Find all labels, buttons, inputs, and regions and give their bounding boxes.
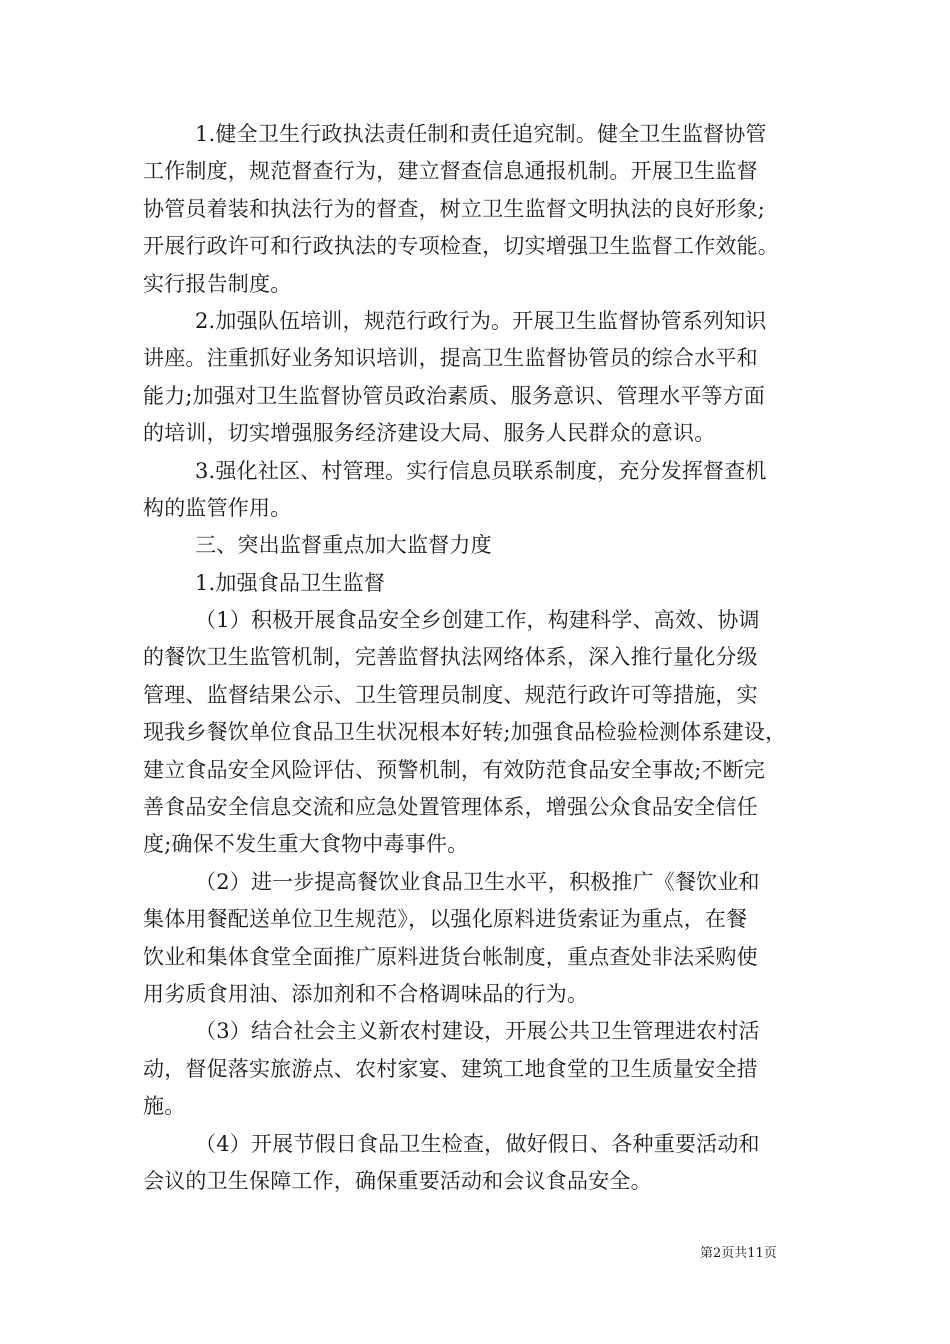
text-line: 1.健全卫生行政执法责任制和责任追究制。健全卫生监督协管	[195, 122, 767, 146]
text-line: 饮业和集体食堂全面推广原料进货台帐制度，重点查处非法采购使	[143, 944, 758, 969]
text-line: 构的监管作用。	[143, 495, 292, 520]
text-line: （4）开展节假日食品卫生检查，做好假日、各种重要活动和	[195, 1131, 760, 1156]
text-line: 的培训，切实增强服务经济建设大局、服务人民群众的意识。	[143, 421, 716, 446]
text-line: 能力;加强对卫生监督协管员政治素质、服务意识、管理水平等方面	[143, 383, 766, 408]
text-line: 2.加强队伍培训，规范行政行为。开展卫生监督协管系列知识	[195, 308, 767, 333]
text-line: 动，督促落实旅游点、农村家宴、建筑工地食堂的卫生质量安全措	[143, 1056, 758, 1081]
text-line: 施。	[143, 1094, 186, 1119]
text-line: 的餐饮卫生监管机制，完善监督执法网络体系，深入推行量化分级	[143, 645, 758, 670]
text-line: 善食品安全信息交流和应急处置管理体系，增强公众食品安全信任	[143, 795, 758, 820]
text-line: 3.强化社区、村管理。实行信息员联系制度，充分发挥督查机	[195, 458, 767, 483]
text-line: 会议的卫生保障工作，确保重要活动和会议食品安全。	[143, 1168, 652, 1193]
text-line: （2）进一步提高餐饮业食品卫生水平，积极推广《餐饮业和	[195, 869, 760, 894]
text-line: 1.加强食品卫生监督	[195, 570, 386, 595]
text-line: 三、突出监督重点加大监督力度	[195, 533, 492, 558]
text-line: 集体用餐配送单位卫生规范》，以强化原料进货索证为重点，在餐	[143, 907, 748, 932]
text-line: 管理、监督结果公示、卫生管理员制度、规范行政许可等措施，实	[143, 682, 758, 707]
text-line: 度;确保不发生重大食物中毒事件。	[143, 832, 469, 857]
text-line: （3）结合社会主义新农村建设，开展公共卫生管理进农村活	[195, 1019, 760, 1044]
text-line: 讲座。注重抓好业务知识培训，提高卫生监督协管员的综合水平和	[143, 346, 758, 371]
text-line: 用劣质食用油、添加剂和不合格调味品的行为。	[143, 981, 589, 1006]
text-line: 建立食品安全风险评估、预警机制，有效防范食品安全事故;不断完	[143, 757, 766, 782]
text-line: 现我乡餐饮单位食品卫生状况根本好转;加强食品检验检测体系建设，	[143, 720, 787, 745]
text-line: 开展行政许可和行政执法的专项检查，切实增强卫生监督工作效能。	[143, 234, 779, 259]
text-line: 协管员着装和执法行为的督查，树立卫生监督文明执法的良好形象;	[143, 196, 766, 221]
text-line: 工作制度，规范督查行为，建立督查信息通报机制。开展卫生监督	[143, 159, 758, 184]
document-body	[143, 116, 828, 1200]
page-footer: 第2页共11页	[700, 1246, 777, 1261]
text-line: （1）积极开展食品安全乡创建工作，构建科学、高效、协调	[195, 608, 760, 633]
text-line: 实行报告制度。	[143, 271, 292, 296]
